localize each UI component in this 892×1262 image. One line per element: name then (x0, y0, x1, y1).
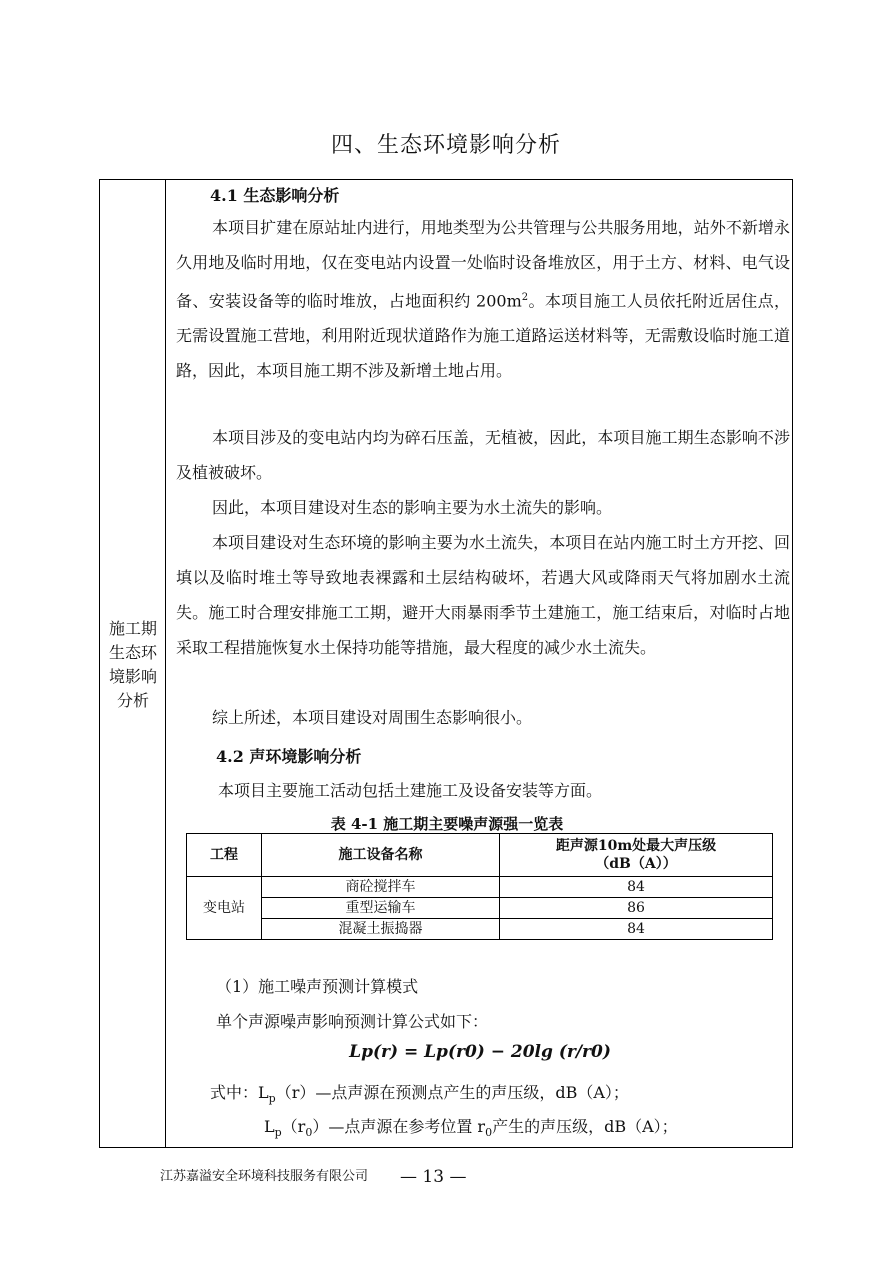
table-cell-equipment: 重型运输车 (262, 898, 500, 919)
table-row (187, 898, 773, 919)
item-1-heading: （1）施工噪声预测计算模式 (216, 977, 419, 996)
content-cell (166, 180, 792, 1147)
header-sound-level: 距声源10m处最大声压级 （dB（A）） (500, 834, 773, 877)
section-4-2-heading: 4.2 声环境影响分析 (216, 747, 362, 766)
table-cell-level: 84 (500, 877, 773, 898)
content-table (99, 179, 793, 1148)
table-cell-level: 84 (500, 919, 773, 940)
table-row (187, 877, 773, 898)
table-caption: 表 4-1 施工期主要噪声源强一览表 (330, 815, 564, 833)
paragraph-land-use: 本项目扩建在原站址内进行，用地类型为公共管理与公共服务用地，站外不新增永久用地及临时用地，仅在变电站内设置一处临时设备堆放区，用于土方、材料、电气设备、安装设备等的临时堆放，占地面积约 $200m^2$。本项目施工人员依托附近居住点，无需设置施工营地，利用附近现状道路作为施工道路运送材料等，无需敷设临时施工道路，因此，本项目施工期不涉及新增土地占用。 (176, 218, 790, 381)
page-number: — 13 — (400, 1167, 467, 1187)
table-cell-equipment: 混凝土振捣器 (262, 919, 500, 940)
noise-intro: 本项目主要施工活动包括土建施工及设备安装等方面。 (218, 781, 603, 800)
table-header-row (187, 834, 773, 877)
header-equipment: 施工设备名称 (262, 834, 500, 877)
table-group-substation: 变电站 (187, 877, 262, 940)
footer-company: 江苏嘉溢安全环境科技服务有限公司 (160, 1169, 369, 1184)
paragraph-soil-erosion-summary: 因此，本项目建设对生态的影响主要为水土流失的影响。 (212, 498, 613, 517)
formula-intro: 单个声源噪声影响预测计算公式如下： (216, 1012, 489, 1031)
paragraph-soil-erosion: 本项目建设对生态环境的影响主要为水土流失，本项目在站内施工时土方开挖、回填以及临时堆土等导致地表裸露和土层结构破坏，若遇大风或降雨天气将加剧水土流失。施工时合理安排施工工期，避开大雨暴雨季节土建施工，施工结束后，对临时占地采取工程措施恢复水土保持功能等措施，最大程度的减少水土流失。 (176, 533, 790, 657)
header-project: 工程 (187, 834, 262, 877)
table-row (187, 919, 773, 940)
noise-source-table (186, 833, 773, 940)
row-label: 施工期生态环境影响分析 (108, 619, 157, 710)
row-label-cell (100, 180, 166, 1147)
page-title: 四、生态环境影响分析 (330, 133, 561, 158)
paragraph-vegetation: 本项目涉及的变电站内均为碎石压盖，无植被，因此，本项目施工期生态影响不涉及植被破坏。 (176, 428, 790, 482)
definition-lp-r: 式中：$L_p(r)—$点声源在预测点产生的声压级，dB（A）； (210, 1083, 629, 1106)
table-cell-equipment: 商砼搅拌车 (262, 877, 500, 898)
table-cell-level: 86 (500, 898, 773, 919)
paragraph-conclusion: 综上所述，本项目建设对周围生态影响很小。 (212, 708, 533, 727)
section-4-1-heading: 4.1 生态影响分析 (210, 186, 340, 205)
definition-lp-r0: $L_p(r_0)—$点声源在参考位置 $r_0$产生的声压级，dB（A）； (264, 1117, 678, 1140)
noise-formula: Lp(r) = Lp(r0) − 20lg (r/r0) (349, 1042, 611, 1062)
